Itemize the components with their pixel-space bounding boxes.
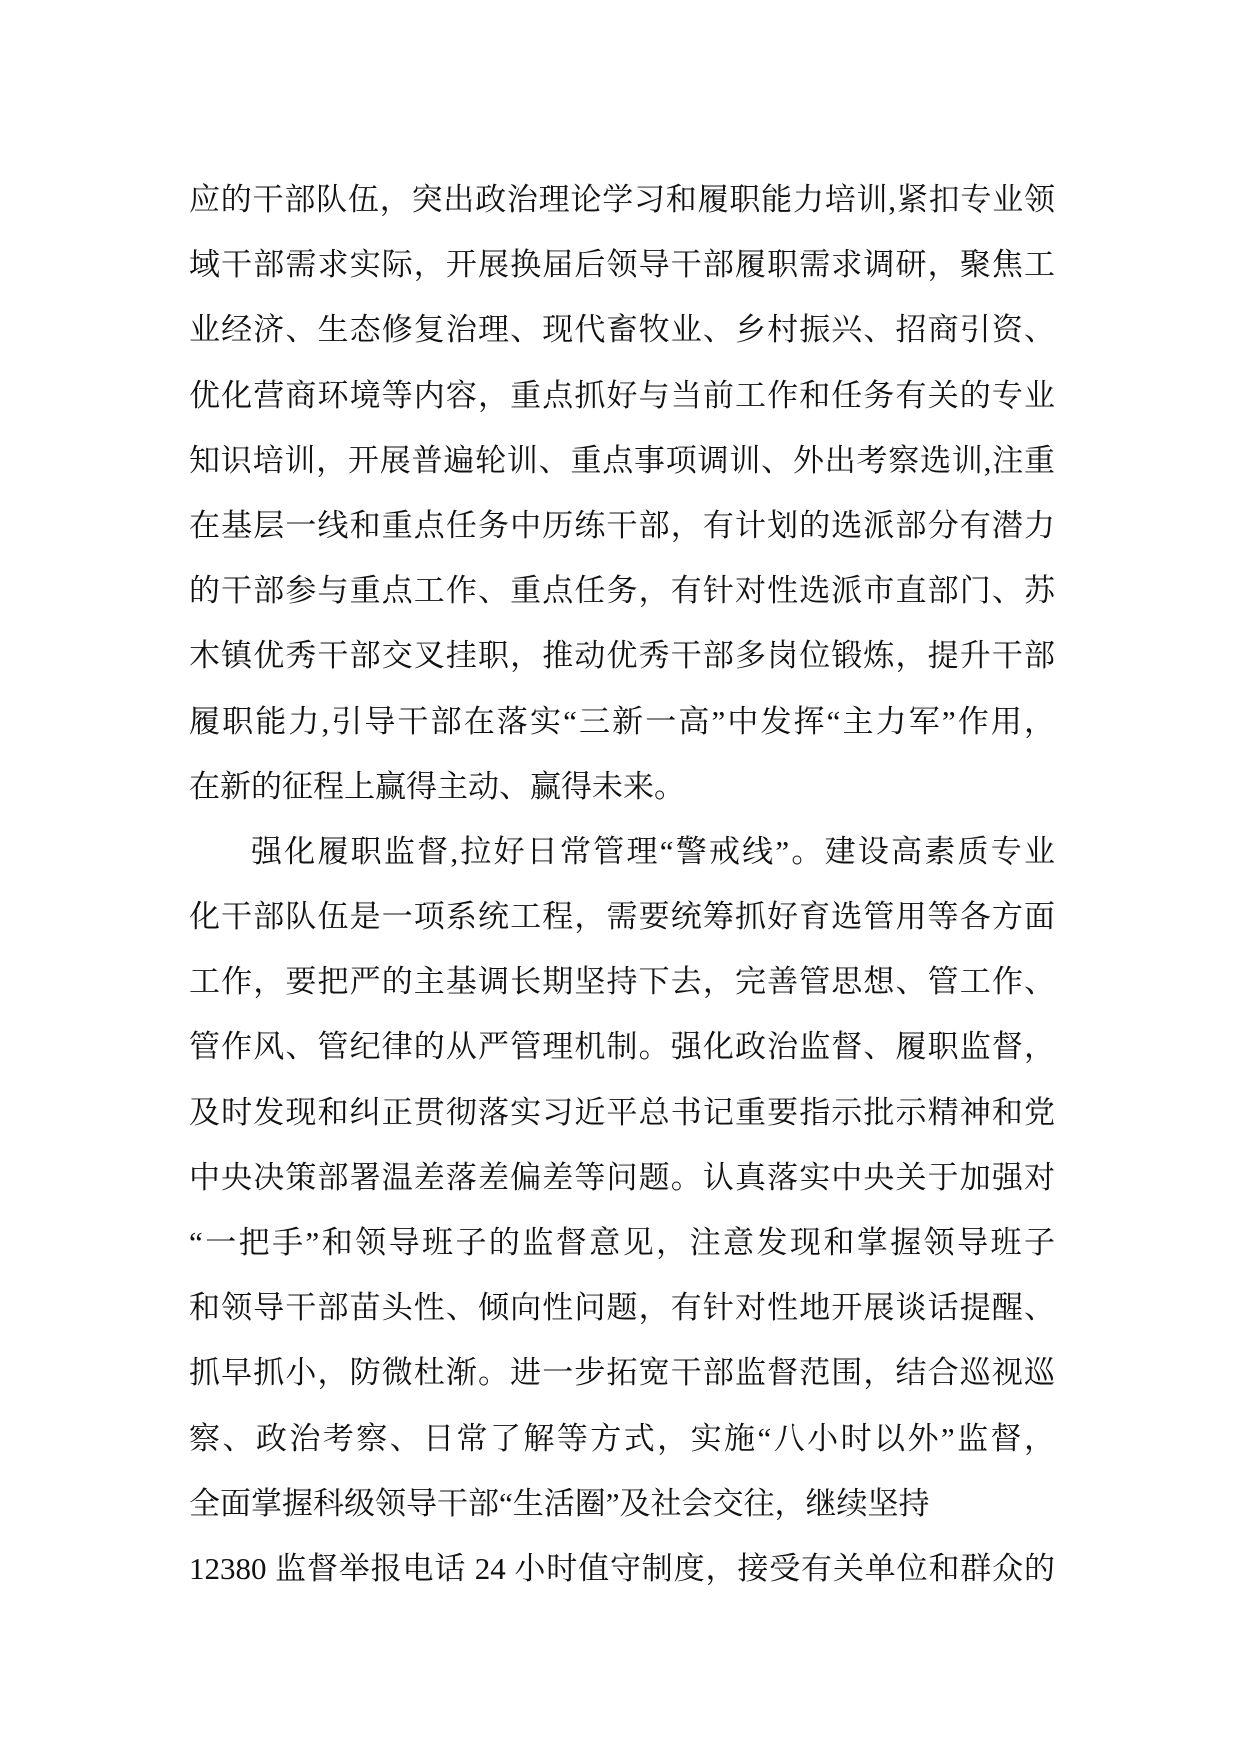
text-line: 及时发现和纠正贯彻落实习近平总书记重要指示批示精神和党 — [189, 1094, 1055, 1130]
text-line: 中央决策部署温差落差偏差等问题。认真落实中央关于加强对 — [189, 1159, 1055, 1195]
text-line: 木镇优秀干部交叉挂职，推动优秀干部多岗位锻炼，提升干部 — [189, 638, 1055, 674]
text-line: 的干部参与重点工作、重点任务，有针对性选派市直部门、苏 — [189, 573, 1055, 609]
text-line: 强化履职监督,拉好日常管理“警戒线”。建设高素质专业 — [251, 833, 1055, 869]
text-line: 和领导干部苗头性、倾向性问题，有针对性地开展谈话提醒、 — [189, 1290, 1055, 1326]
text-line: 履职能力,引导干部在落实“三新一高”中发挥“主力军”作用， — [189, 703, 1055, 739]
text-line: 在新的征程上赢得主动、赢得未来。 — [189, 768, 685, 804]
text-line: 化干部队伍是一项系统工程，需要统筹抓好育选管用等各方面 — [189, 899, 1055, 935]
body-text — [189, 167, 1055, 1601]
text-line: “一把手”和领导班子的监督意见，注意发现和掌握领导班子 — [189, 1225, 1055, 1260]
paragraph-1 — [189, 167, 1055, 819]
text-line: 察、政治考察、日常了解等方式，实施“八小时以外”监督， — [189, 1420, 1055, 1456]
text-line: 抓早抓小，防微杜渐。进一步拓宽干部监督范围，结合巡视巡 — [189, 1355, 1055, 1391]
text-line: 优化营商环境等内容，重点抓好与当前工作和任务有关的专业 — [189, 377, 1055, 413]
text-line: 业经济、生态修复治理、现代畜牧业、乡村振兴、招商引资、 — [189, 312, 1055, 348]
text-line: 在基层一线和重点任务中历练干部，有计划的选派部分有潜力 — [189, 507, 1055, 543]
text-line: 工作，要把严的主基调长期坚持下去，完善管思想、管工作、 — [189, 964, 1055, 1000]
text-line: 域干部需求实际，开展换届后领导干部履职需求调研，聚焦工 — [189, 247, 1055, 283]
text-line: 全面掌握科级领导干部“生活圈”及社会交往，继续坚持 — [189, 1485, 930, 1521]
paragraph-2 — [189, 819, 1055, 1601]
text-line: 应的干部队伍，突出政治理论学习和履职能力培训,紧扣专业领 — [189, 182, 1055, 217]
text-line: 12380 监督举报电话 24 小时值守制度，接受有关单位和群众的 — [189, 1550, 1055, 1586]
text-line: 管作风、管纪律的从严管理机制。强化政治监督、履职监督， — [189, 1029, 1055, 1065]
text-line: 知识培训，开展普遍轮训、重点事项调训、外出考察选训,注重 — [189, 442, 1055, 478]
